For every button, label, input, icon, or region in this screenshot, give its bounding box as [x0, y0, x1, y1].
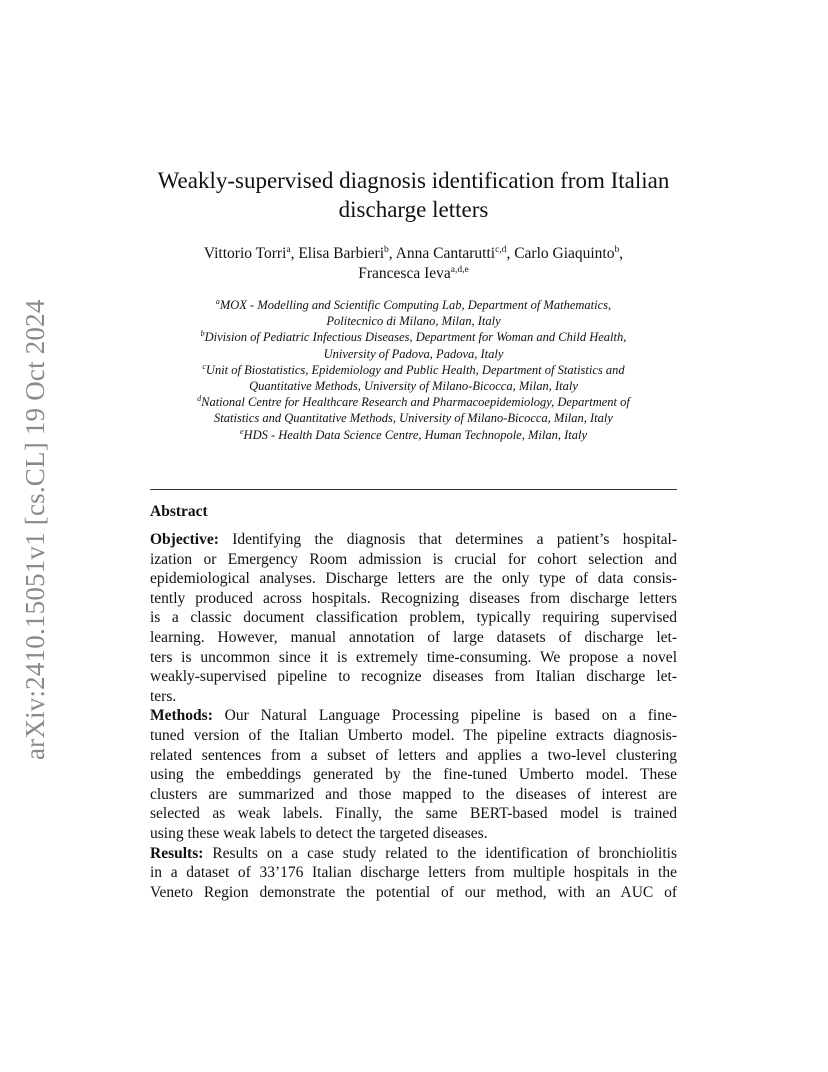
- affiliation-line: Politecnico di Milano, Milan, Italy: [326, 314, 501, 329]
- abstract-line: tuned version of the Italian Umberto model. The pipeline extracts diagnosis-: [150, 726, 677, 744]
- horizontal-rule: [150, 489, 677, 490]
- abstract-line: using the embeddings generated by the fine-tuned Umberto model. These: [150, 766, 677, 784]
- author-affiliation-mark: a: [286, 245, 291, 255]
- abstract-line: epidemiological analyses. Discharge letters are the only type of data consis-: [150, 570, 677, 588]
- affiliation-line: Statistics and Quantitative Methods, University of Milano-Bicocca, Milan, Italy: [214, 411, 613, 426]
- author-name: Elisa Barbieri: [298, 245, 384, 262]
- affiliation-line: University of Padova, Padova, Italy: [323, 346, 504, 361]
- affiliation-mark: b: [200, 329, 205, 339]
- affiliation-text: Division of Pediatric Infectious Diseases, Department for Woman and Child Health,: [204, 330, 627, 345]
- abstract-line: using these weak labels to detect the targeted diseases.: [150, 824, 488, 842]
- affiliation-text: Unit of Biostatistics, Epidemiology and Public Health, Department of Statistics and: [205, 362, 625, 377]
- author-list: [150, 244, 677, 284]
- affiliation-text: HDS - Health Data Science Centre, Human Technopole, Milan, Italy: [243, 427, 587, 442]
- affiliation-list: [150, 297, 677, 443]
- affiliation-text: National Centre for Healthcare Research and Pharmacoepidemiology, Department of: [201, 395, 630, 410]
- abstract-line: related sentences from a subset of letters and applies a two-level clustering: [150, 746, 677, 764]
- author-separator: ,: [506, 245, 515, 262]
- affiliation-line: [150, 362, 677, 378]
- abstract-line: ters.: [150, 687, 177, 705]
- abstract-line: is a classic document classification problem, typically requiring supervised: [150, 609, 677, 627]
- author-affiliation-mark: b: [614, 245, 620, 255]
- affiliation-line: Quantitative Methods, University of Milano-Bicocca, Milan, Italy: [249, 379, 578, 394]
- affiliation-mark: e: [239, 426, 244, 436]
- title-line: Weakly-supervised diagnosis identification from Italian: [157, 168, 670, 193]
- line-text: Results on a case study related to the identification of bronchiolitis: [203, 844, 677, 862]
- abstract-line: in a dataset of 33’176 Italian discharge letters from multiple hospitals in the: [150, 864, 677, 882]
- abstract-line: selected as weak labels. Finally, the same BERT-based model is trained: [150, 805, 677, 823]
- affiliation-mark: c: [202, 361, 206, 371]
- affiliation-line: [150, 427, 677, 443]
- line-text: Our Natural Language Processing pipeline is based on a fine-: [212, 707, 677, 725]
- abstract-line: weakly-supervised pipeline to recognize diseases from Italian discharge let-: [150, 668, 677, 686]
- affiliation-mark: d: [197, 394, 202, 404]
- author-line: [150, 264, 677, 284]
- author-name: Carlo Giaquinto: [514, 245, 615, 262]
- author-separator: ,: [290, 245, 299, 262]
- section-label-objective: Objective:: [150, 531, 219, 548]
- abstract-line: [150, 706, 677, 726]
- abstract-line: [150, 530, 677, 550]
- abstract-line: [150, 844, 677, 864]
- author-separator: ,: [388, 245, 396, 262]
- section-label-methods: Methods:: [150, 707, 213, 725]
- abstract-line: learning. However, manual annotation of large datasets of discharge let-: [150, 628, 677, 646]
- author-name: Francesca Ieva: [358, 265, 451, 282]
- section-label-results: Results:: [150, 844, 204, 862]
- author-affiliation-mark: c,d: [495, 245, 507, 255]
- abstract-line: ization or Emergency Room admission is crucial for cohort selection and: [150, 550, 677, 568]
- affiliation-line: [150, 297, 677, 313]
- abstract-heading: Abstract: [150, 503, 208, 520]
- abstract-line: tently produced across hospitals. Recognizing diseases from discharge letters: [150, 589, 677, 607]
- title-line: discharge letters: [338, 197, 489, 222]
- author-line: [150, 244, 677, 264]
- affiliation-text: MOX - Modelling and Scientific Computing Lab, Department of Mathematics,: [219, 298, 612, 312]
- line-text: Identifying the diagnosis that determines a patient’s hospital-: [218, 531, 677, 548]
- abstract-line: ters is uncommon since it is extremely time-consuming. We propose a novel: [150, 648, 677, 666]
- affiliation-mark: a: [215, 297, 220, 306]
- author-separator: ,: [619, 245, 624, 262]
- affiliation-line: [150, 394, 677, 410]
- author-affiliation-mark: a,d,e: [450, 265, 469, 275]
- paper-title: [150, 166, 677, 224]
- affiliation-line: [150, 329, 677, 345]
- author-affiliation-mark: b: [384, 245, 389, 255]
- arxiv-identifier: arXiv:2410.15051v1 [cs.CL] 19 Oct 2024: [20, 299, 50, 760]
- abstract-line: clusters are summarized and those mapped to the diseases of interest are: [150, 785, 677, 803]
- abstract-line: Veneto Region demonstrate the potential of our method, with an AUC of: [150, 883, 677, 901]
- abstract-body: [150, 530, 677, 902]
- author-name: Anna Cantarutti: [395, 245, 496, 262]
- author-name: Vittorio Torri: [203, 245, 287, 262]
